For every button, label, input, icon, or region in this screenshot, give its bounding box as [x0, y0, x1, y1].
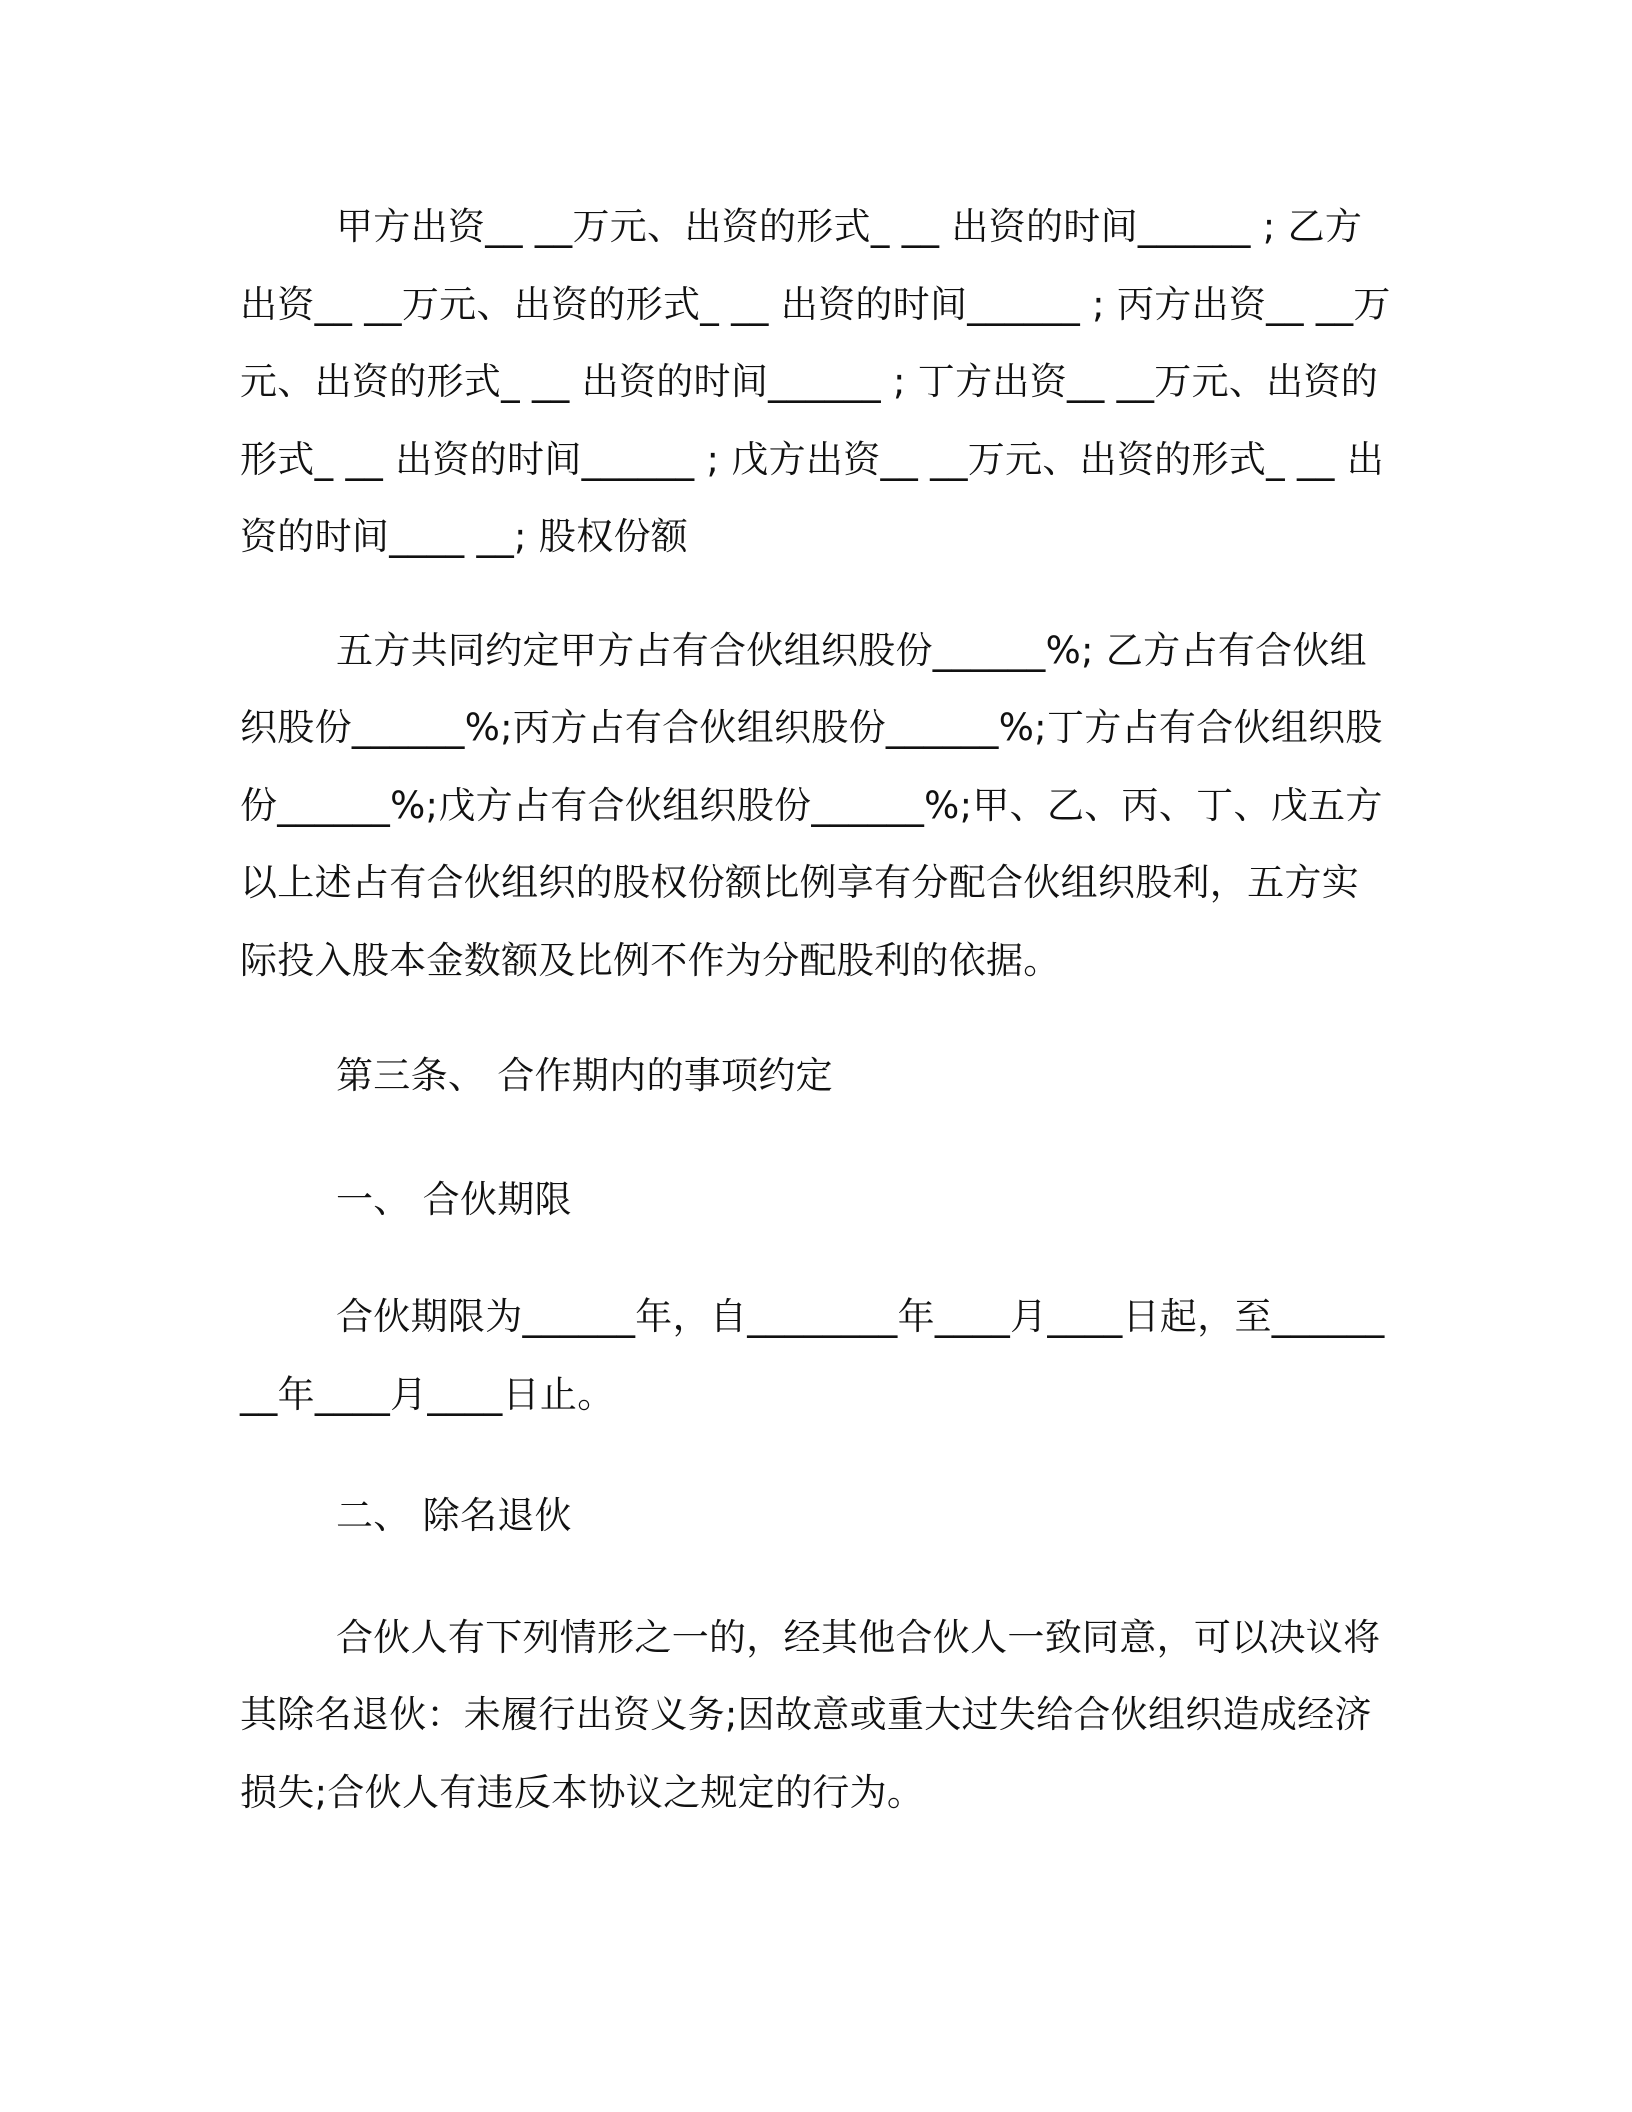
paragraph-capital-contributions: 甲方出资__ __万元、出资的形式_ __ 出资的时间______ ; 乙方出资__ __万元、出资的形式_ __ 出资的时间______ ; 丙方出资__ __万元、出资的形式_ __ 出资的时间______ ; 丁方出资__ __万元、出资的形式_ __ 出资的时间______ ; 戊方出资__ __万元、出资的形式_ __ 出资的时间____ __; 股权份额 [240, 205, 1391, 558]
paragraph-equity-shares: 五方共同约定甲方占有合伙组织股份______%; 乙方占有合伙组织股份______%;丙方占有合伙组织股份______%;丁方占有合伙组织股份______%;戊方占有合伙组织股份______%;甲、乙、丙、丁、戊五方以上述占有合伙组织的股权份额比例享有分配合伙组织股利，五方实际投入股本金数额及比例不作为分配股利的依据。 [240, 628, 1383, 982]
section-one-heading: 一、 合伙期限 [336, 1177, 572, 1221]
document-body [240, 188, 1392, 1831]
paragraph-partnership-term: 合伙期限为______年，自________年____月____日起，至________年____月____日止。 [240, 1295, 1385, 1416]
section-two-heading: 二、 除名退伙 [336, 1494, 572, 1537]
paragraph-expulsion: 合伙人有下列情形之一的，经其他合伙人一致同意，可以决议将其除名退伙：未履行出资义务;因故意或重大过失给合伙组织造成经济损失;合伙人有违反本协议之规定的行为。 [240, 1615, 1381, 1814]
article-three-heading: 第三条、 合作期内的事项约定 [336, 1054, 833, 1097]
